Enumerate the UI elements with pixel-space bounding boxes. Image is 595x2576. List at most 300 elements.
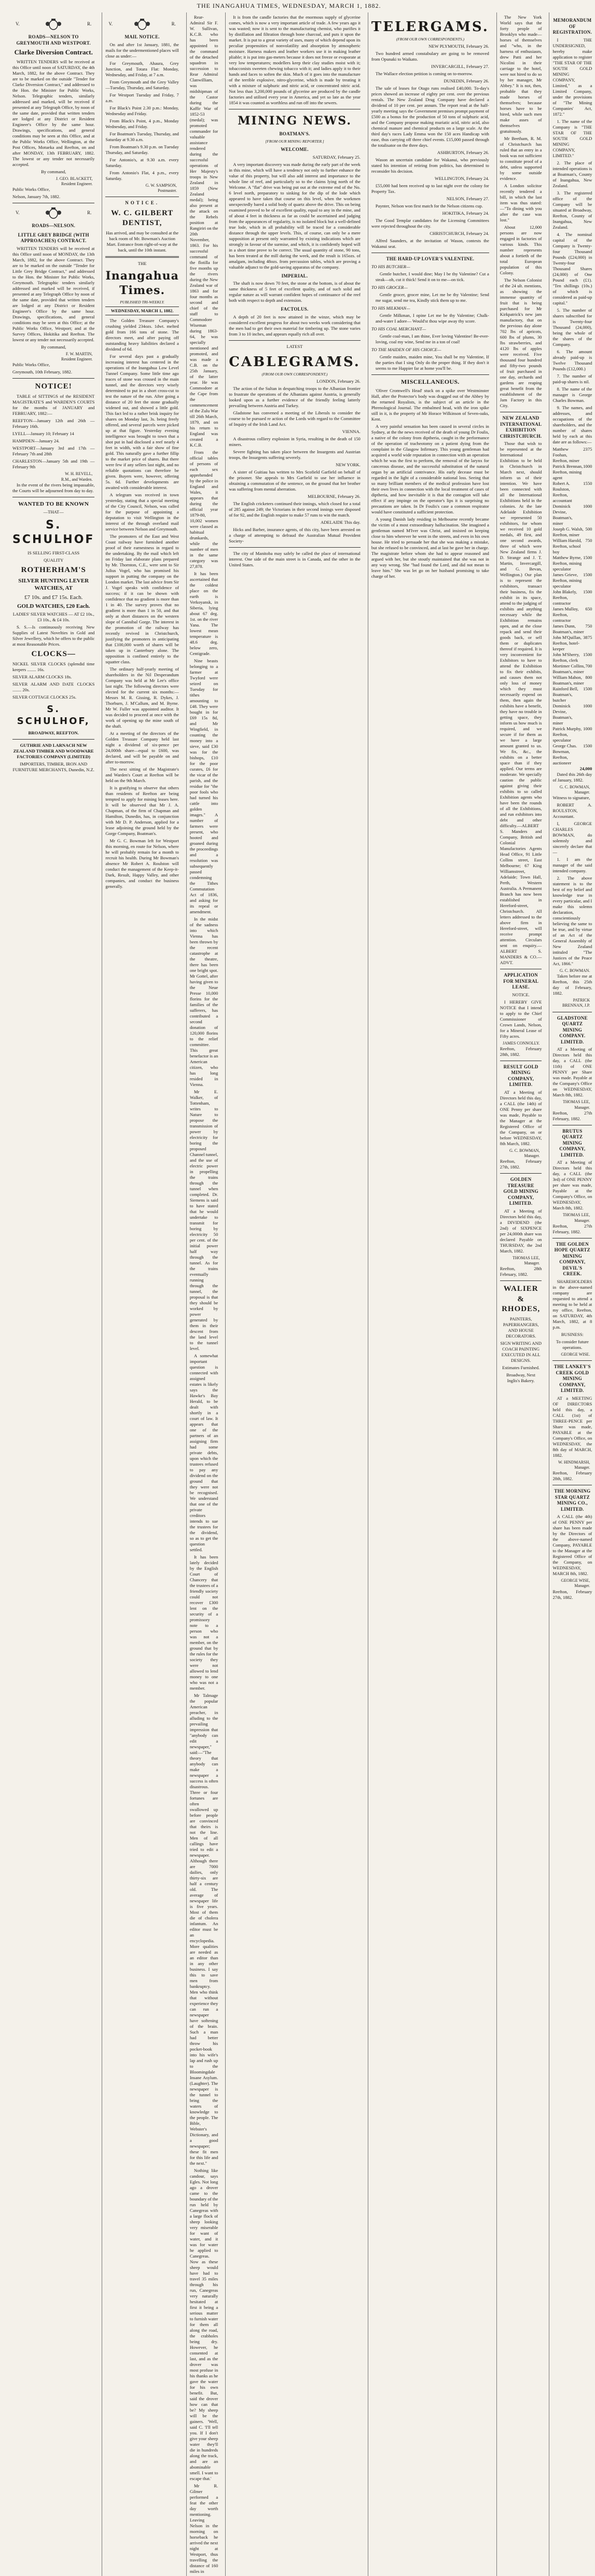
column-6 xyxy=(496,12,545,2576)
valentine-list xyxy=(371,264,489,371)
selling-line: IS SELLING FIRST-CLASS xyxy=(27,550,80,556)
mail-para: For Greymouth, Ahaura, Grey Junction, and Totara Flat: Monday, Wednesday, and Friday, at 7 a.m. xyxy=(105,60,179,77)
news-para: A London solicitor recently tendered a bill, in which the last item was thus stated:—"To dining with you after the case was lost." xyxy=(500,183,542,222)
valentine-recipient: TO HIS BUTCHER— xyxy=(371,264,410,270)
latest-label: LATEST xyxy=(286,343,303,349)
shareholder-name: Rainford Bell, Boatman's, butcher xyxy=(552,686,578,703)
memo-item: 3. The registered office of the Company will be situated at Broadway, Reefton, County of Inangahua, New Zealand. xyxy=(552,190,592,230)
news-para: From the official tables of persons of each sex apprehended by the police in England and Wales, it appears that during the official year 1879-80, 10,002 women were classed as habitual drunkards, while the number of men in the same category was 27,878. xyxy=(189,450,218,569)
news-para: Nine beasts belonging to a farmer at Twyford were seized on Tuesday for tithes amounting to £48. They were bought in for £69 15s 8d, and Mr Wingfield, in counting the money into a sieve, said £30 was for the bishops, £10 for the poor curates, £6 for the vicar of the parish, and the residue for "the poor fools who had turned his cattle into golden images." A number of farmers were present, who hooted and groaned during the proceedings and a resolution was subsequently passed condemning the Tithes Commutation Act of 1836, and asking for its repeal or amendment. xyxy=(189,658,218,914)
coat-of-arms-icon xyxy=(132,18,153,31)
misc-para: 'Oliver Cromwell's Head' stuck on a spike over Westminster Hall, after the Protector's body was dragged out of the Abbey by the returned Royalists, is the subject of an article in the Phrenological Journal. The embalmed head, with the iron spike still in it, is the property of Mr Horace Wilkinson of Seven-oaks, Kent. xyxy=(371,387,489,422)
cable-para: Hicks and Barber, insurance agents, of this city, have been arrested on a charge of attempting to defraud the Australian Mutual Provident Society- xyxy=(229,526,361,544)
column-4 xyxy=(225,12,364,2576)
walier-sign: SIGN WRITING AND COACH PAINTING EXECUTED IN ALL DESIGNS. xyxy=(500,1340,542,1363)
morning-star-heading: THE MORNING STAR QUARTZ MINING CO., LIMITED. xyxy=(554,1488,591,1512)
section-date: MELBOURNE, February 26. xyxy=(308,493,361,499)
ad-body: WRITTEN TENDERS will be received at this Office until noon of MONDAY, the 13th March, 1882, for the above Contract. They are to be marked on the outside "Tender for Little Grey Bridge Contract," and addressed to the Hon. the Minister for Public Works, Greymouth. Telegraphic tenders similarly addressed and marked will be received, if presented at any Telegraph Office by noon of the same date, provided that written tenders are lodged at any District or Resident Engineer's Office by the same hour. Drawings, specifications, and general conditions may be seen at this Office; at the Public Works Office, Westport; and at the Survey Offices, Hokitika and Reefton. The lowest or any tender not necessarily accepted. xyxy=(12,245,95,342)
shareholder-shares: 1500 xyxy=(583,743,592,748)
section-heading: FACTOLUS. xyxy=(281,307,309,312)
valentine-recipient: TO HIS COAL MERCHANT— xyxy=(371,326,426,332)
news-para: Rear-Admiral Sir F. W. Sullivan, K.C.B. who has been appointed to the command of the detached squadron in succession to Rear Admiral Clanwilliam, was midshipman of the Castor during the Kaffir War of 1852-53 (medal); was promoted commander for valuable assistance rendered during the successful operations of Her Majesty's troops in New Zealand in 1859 (New Zealand medal); being also present at the attack on the Rebels position at Rangiriri on the 20th November, 1863. For his successful command of the flotilla for five months up the rivers during the New Zealand war of 1863 and for four months as second and chief of the staff to Commodore Wiseman during 1863-64, he was specially mentioned and promoted, and was made a C.B. on the 25th January, of the latter year. He was Commodore at the Cape from the commencement of the Zulu War till 26th March, 1879, and on his return to England was created a K.C.B. xyxy=(189,15,218,448)
notice-signature-title: R.M., and Warden. xyxy=(61,477,93,482)
news-para: It has been lately decided by the English Court of Chancery that the trustees of a friendly society could not recover £300 lent on the security of a promissory note to a person who was not a member, on the ground that by the rules for the society they were not allowed to lend money to one who was not a member. xyxy=(189,1554,218,1691)
ladies-line: LADIES' SILVER WATCHES — AT £2 10s., £3 10s., & £4 10s. xyxy=(12,611,94,622)
column-5 xyxy=(368,12,492,2576)
notice-heading: NOTICE. xyxy=(125,200,160,205)
lease-body: I HEREBY GIVE NOTICE that I intend to apply to the Chief Commissioner of Crown Lands, Nelson, for a Mineral Lease of Fifty acres. xyxy=(500,999,542,1039)
gold-watches-line: GOLD WATCHES, £20 Each. xyxy=(17,603,90,609)
shareholder-row xyxy=(552,572,592,589)
crest-v: V. xyxy=(16,210,20,216)
shareholder-row xyxy=(552,635,592,652)
schulhof-name: S. SCHULHOF xyxy=(12,518,95,547)
notice-body: TABLE of SITTINGS of the RESIDENT MAGISTRATE'S and WARDEN'S COURTS for the months of JANUARY and FEBRUARY, 1882:— xyxy=(12,394,95,416)
shareholder-row xyxy=(552,663,592,675)
golden-hope-signature: GEORGE WISE. xyxy=(561,1352,590,1357)
memo-item: 2. The place of intended operations is at Boatman's, County of Inangahua, New Zealand. xyxy=(552,160,592,188)
mail-signature: G. W. SAMPSON, xyxy=(145,183,177,188)
ad-signature: F. W. MARTIN, xyxy=(65,351,93,356)
lease-date: Reefton, February 28th, 1882. xyxy=(500,1046,542,1057)
ad-heading: ROADS—NELSON. xyxy=(32,223,76,229)
crest-r: R. xyxy=(171,21,176,27)
crest-v: V. xyxy=(108,21,113,27)
morning-star-signature-title: Manager. xyxy=(574,1583,590,1589)
expo-body: Those that wish to be represented at the International Exhibition to be held in Christchurch in March next, should inform us of their intention. We have been connected with all the International Exhibitions held in the colonies. At the late Adelaide Exhibition we represented 50 exhibitors, for whom we received 10 gold medals, 49 first, and one second awards, three of which were New Zealand firms J. D. Strange and J. T. Martin, Invercargill, and G. Bevan, Wellington.) Our plan is to represent the exhibitors, transact their business, fix the exhibit in its space, attend to the judging of exhibits and anything necessary while the Exhibition remains open, and at the close repack and send their goods back, or sell them or duplicates thereof if required. It is very inconvenient for Exhibitors to have to attend the Exhibition to fix their exhibits, and causes them not only loss of money which they must necessarily expend on them, then again the exhibits have a benefit, they have no trouble in getting space, they inform us how much is required, and we secure if for them as we have a large amount granted to us. We fix, &c., the exhibits on a better space than if they applied. Our terms are moderate. We specially caution the public against giving their exhibits to so called Exhibition agents who have been the rounds of all the Exhibitions, and run exhibitors into debt and other difficulty.—ALBERT S. Manders and Company, British and Colonial Manufactories Agents Head Office, 91 Little Collins street, East Melbourne; 67 King Williamstreet, Adelaide; Town Hall, Perth, Western Australia. A Permanent Branch has now been established in Hereford-street, Christchurch. All letters addressed to the above firm in Hereford-street, will receive prompt attention. Circulars sent on enquiry.—ALBERT S. MANDERS & CO.—ADVT. xyxy=(500,441,542,966)
shareholder-shares: 1000 xyxy=(583,726,592,731)
valentine-verse: Gentle coal-man, I am thine, Ever loving Valentine! Be-ever-loving, coal my wine, Send me in a ton of coal! xyxy=(375,333,489,345)
shareholder-name: Patrick Murphy, Reefton, speculator xyxy=(552,726,582,743)
shareholder-name: Robert A. Roulston, Reefton, accountant xyxy=(552,480,572,503)
telegram-body: Two hundred armed constabulary are going to be removed from Opunaki to Waikato. xyxy=(371,50,489,62)
crest-v: V. xyxy=(16,21,20,27)
shareholder-row xyxy=(552,589,592,606)
valentine-recipient: TO THE MAIDEN OF HIS CHOICE— xyxy=(371,347,441,353)
news-para: Mr Talmage the popular American preacher, in alluding to the prevailing impression that "anybody can edit a newspaper," said:—"The theory that anybody can make a newspaper a success is often disastrous. Three or four fortunes are often swallowed up before people are convinced that theirs is not the line. Men of all callings have tried to edit a newspaper. Although there are 7000 dailies, only thirty-six are half a century old. The average of newspaper life is five years. Most of them die of cholera infantum. An editor must be an encyclopedia. More qualities are needed as an editor than in any other business. I say this to save men from bankruptcy. Men who think that without experience they can run a newspaper have softening of the brain. Such a man had better throw his pocket-book into his wife's lap and rush up to the Bloomingdale Insane Asylum. (Laughter). The newspaper is the tunnel to bring the waters of knowledge to the people. The Bible, Webster's Dictionary, and a good newspaper; these fit men for this life and the next." xyxy=(189,1693,218,2166)
news-para: In the midst of the sadness into which Vienna has been thrown by the recent catastrophe at the theatre, there has been one bright spot. Mr Gottel, after having given to the Neue Presse 10,000 florins for the families of the sufferers, has contributed a second donation of 120,000 florins to the relief committee. This great benefactor is an American citizen, who has long resided in Vienna. xyxy=(189,916,218,1087)
shareholder-shares: 750 xyxy=(585,623,592,629)
sitting-item: LYELL—January 10; February 14 xyxy=(12,431,74,437)
shareholder-shares: 750 xyxy=(585,537,592,543)
mail-para: For Westport Tuesday and Friday, 7 a.m. xyxy=(105,92,179,103)
ad-by: By command, xyxy=(41,344,66,350)
coat-of-arms-icon xyxy=(43,18,64,31)
news-para: Nothing like candour, says Egles. Not long ago a drover came to the boundary of the run held by Canegreas with a large flock of sheep looking very miserable for want of water, and it was for water he applied to Canegreas. Now as these sheep would have had to travel 35 miles through his run, Canegreas very naturally hesitated at first it being a serious matter to furnish water for them all along the road, the crabholes being dry. However, he consented at last, and as the drover was most profuse in his thanks as he gave the water for his own benefit. But, said the drover how can that be? My sheep will be the gainers. 'Well, said C. 'I'll tell you. If I don't give your sheep water they'll die in hundreds along the track, and are an abominable smell. I want to escape that.' xyxy=(189,2168,218,2481)
lever-line: SILVER HUNTING LEVER WATCHES, AT xyxy=(18,578,89,592)
shareholder-shares: 3875 xyxy=(583,634,592,640)
news-para: A somewhat important question is connected with assigned estates is likely says the Hawke's Bay Herald, to be dealt with shortly in a court of law. It appears that one of the partners of an assigning firm had some private debts, upon which the trustees refused to pay any dividend on the ground that they were not be recognised. We understand that one of the private creditors intends to sue the trustees for the dividend, so as to get the question settled. xyxy=(189,1353,218,1552)
walier-body: PAINTERS, PAPERHANGERS, AND HOUSE DECORATORS. xyxy=(503,1316,539,1339)
section-body: A very important discovery was made during the early part of the week in this mine, which will have a tendency not only to further enhance the value of this property, but will also add interest and importance to the whole line of reef, and particularly so to the claims lying north of the Welcome. A "flat" drive was being put out at the extreme end of the No. 6 level north, preparatory to sinking for the dip of the lode which appeared to have taken that course on this level, when the workmen unexpectedly bared a solid body of quartz above the drive. This on being examined proved to be of excellent quality, equal to any in the mine, and of about 4 feet in thickness as far as could be ascertained and judging from the appearances of regularity, is no isolated block but a well-defined true lode, which in all probability will be traced for a considerable distance through the upper levels. This, of course, can only be a mere supposition at present only warranted by existing indications which are strongly in favour of the surmise, and which, it is confidently hoped will in a short time prove to be correct. The usual quantity of stone, 90 tons, has been treated at the mill during the week, and the result is 165ozs. of amalgam, including 48ozs. from percussion tables, which are proving a valuable adjunct to the gold-saving apparatus of the company. xyxy=(229,161,361,270)
cable-para: The English cricketers continued their innings, which closed for a total of 285 against 249; the Victorians in their second innings were disposed of for 92, and the English require to make 57 runs to win the match. xyxy=(229,500,361,518)
telegrams-from: (FROM OUR OWN CORRESPONDENTS.) xyxy=(396,37,464,42)
sittings-list xyxy=(12,418,94,470)
news-para: At a meeting of the directors of the Golden Treasure Company held last night a dividend of six-pence per 24,000th share—equal to £600, was declared, and will be payable on and after to-morrow. xyxy=(105,730,179,764)
valentine-verse: Gentle butcher, I would dine; May I be thy Valentine? Cut a steak—oh, cut it thick! Send it on to me—on tick. xyxy=(375,271,489,283)
mining-subtitle: BOATMAN'S. xyxy=(279,131,310,137)
telegram-list xyxy=(371,44,489,249)
telegram-body: The sale of leases for Otago runs realised £40,000. To-day's prices showed an increase of eighty per cent. over the previous rentals. The New Zealand Drug Company have declared a dividend of 10 per cent. per annum. The report read at the half-yearly meeting says the Government premises prompt payment of £500 as a bonus for the production of 50 tons of sulphuric acid, and the Company propose making muriatic acid, nitric acid, also chemical manure and chemical products on a large scale. At the third day's races Lady Emma won the 150 aces Handicap with ease, thus carrying off three chief events. £15,000 passed through the totalisator on the three days. xyxy=(371,85,489,148)
result-date: Reefton, February 27th, 1882. xyxy=(500,1159,542,1170)
shareholder-row xyxy=(552,555,592,572)
shareholder-shares: 1500 xyxy=(583,651,592,657)
dentist-body: Has arrived, and may be consulted at the back room of Mr. Bowman's Auction Mart. Entrance from right-of-way at the back, until the 10th instant. xyxy=(106,230,179,253)
mail-signature-title: Postmaster. xyxy=(158,188,177,193)
clock-item: SILVER ALARM AND DATE CLOCKS ........ 20s. xyxy=(12,681,95,692)
telegram-dateline: INVERCARGILL, February 27. xyxy=(431,63,489,69)
shareholder-name: Joseph G. Walsh, Reefton, miner xyxy=(552,526,584,537)
coat-of-arms-icon xyxy=(43,206,64,220)
mining-from: [FROM OUR MINING REPORTER.] xyxy=(265,138,324,144)
shareholder-row xyxy=(552,526,592,538)
memo-item: 1. The name of the Company is "THE STAR OF THE SOUTH GOLD MINING COMPANY, LIMITED." xyxy=(552,118,592,158)
ad-office: Public Works Office, xyxy=(12,187,50,192)
sitting-item: REEFTON—January 12th and 26th —February 16th. xyxy=(12,418,95,429)
shareholder-shares: 1000 xyxy=(583,703,592,708)
walier-estimates: Estimates Furnished. xyxy=(502,1364,540,1370)
golden-hope-body: SHAREHOLDERS in the above-named company are requested to attend a meeting to be held at my office, Reefton, on SATURDAY, 4th March, 1882, at 8 p.m. xyxy=(552,1278,592,1330)
result-signature: G. C. BOWMAN, xyxy=(509,1148,540,1153)
ad-date: Greymouth, 10th February, 1882. xyxy=(12,369,72,375)
cable-para: A sister of Guitiau has written to Mrs Scofield Garfield on behalf of the prisoner. She appeals to Mrs Garfield to use her influence in obtaining a commutation of the sentence, on the ground that her brother was suffering from mental aberration. xyxy=(229,469,361,492)
shareholder-row xyxy=(552,447,592,464)
memo-dated: Dated this 26th day of January, 1882. xyxy=(552,771,592,783)
shareholder-list xyxy=(552,447,592,766)
result-body: AT a Meeting of Directors held this day, a CALL (the 14th) of ONE Penny per share was made, Payable to the Manager at the Registered Office of the Company, on or before WEDNESDAY, 8th March, 1882. xyxy=(500,1089,542,1146)
royal-crest xyxy=(16,18,91,31)
declaration-item: 2. The above statement is to the best of my belief and knowledge true in every particular, and I make this solemn declaration, conscientiously believing the same to be true, and by virtue of an Act of the General Assembly of New Zealand intituled "The Justices of the Peace Act, 1866." xyxy=(552,875,592,967)
lease-notice: NOTICE. xyxy=(512,992,530,997)
mail-para: From Black's Point, 4 p.m., Monday Wednesday, and Friday. xyxy=(105,118,179,129)
lankeys-heading: THE LANKEY'S CREEK GOLD MINING COMPANY, LIMITED. xyxy=(554,1364,591,1394)
gt-signature: THOMAS LEE, xyxy=(513,1255,540,1260)
telegram-dateline: HOKITIKA, February 24. xyxy=(442,210,489,216)
news-para: For several days past a gradually increasing interest has centered in the operations of the Inangahua Low Level Tunnel Company. Some little time ago traces of stone was crossed in the main tunnel, and the directors very wisely determined to put in a short cross-cut to test the nature of the run. After going a distance of 20 feet the stone gradually widened out, and showed a little gold. This fact led to a rather brisk inquiry for shares on Monday last, 3s. being freely offered, and several parcels were picked up at that figure. Yesterday evening intelligence was brought to town that a shot put in had disclosed a reef nearly 4 feet in width, with a fair show of fine gold. This naturally gave a further fillip to the market price of shares. But there were few if any sellers last night, and no reliable quotations can therefore be given. Buyers were, however, offering 5s. 6d. Further developments are awaited with considerable interest. xyxy=(105,353,179,490)
shareholder-name: James Mulloy, Reefton, contractor xyxy=(552,606,579,623)
shareholder-shares: 2375 xyxy=(583,446,592,452)
section-date: LONDON, February 26. xyxy=(316,378,361,384)
section-date: SATURDAY, February 25. xyxy=(312,154,361,160)
telegram-dateline: WELLINGTON, February 24. xyxy=(434,175,489,181)
shareholder-row xyxy=(552,726,592,743)
news-para: Mr R. Gilmer performed a feat the other day worth mentioning. Leaving Nelson in the morning on horseback he arrived the next night at Westport, thus travelling the distance of 160 miles in xyxy=(189,2483,218,2574)
royal-crest xyxy=(16,206,91,220)
dentist-heading: W. C. GILBERT DENTIST, xyxy=(110,208,174,227)
lankeys-body: AT a MEETING OF DIRECTORS held this day, a CALL (1st) of THREE-PENCE per Share was made, PAYABLE at the Company's Office, on WEDNESDAY, the 8th day of MARCH, 1882. xyxy=(552,1395,592,1458)
masthead: THE INANGAHUA TIMES, WEDNESDAY, MARCH 1, 1882. xyxy=(197,2,381,9)
shareholder-shares: 1500 xyxy=(583,589,592,594)
schulhof-name-2: S. SCHULHOF, xyxy=(17,703,90,727)
news-para: It is from the candle factories that the enormous supply of glycerine comes, which is now a very important article of trade. A few years ago it was wasted; now it is sent to the manufacturing chemist, who purifies it by distillation and filtration through bone charcoal, and puts it upon the market. It is put to a great variety of uses, many of which depend upon its peculiar propensities of nonvolatility and absorption by atmospheric moisture. Harness makers and leather workers use it in making leather pliable; it is put into gas-meters because it does not freeze or evaporate at very low temperatures; modellers keep their clay studies moist with it; tobacconists sweeten chewing tobacco with it; and ladies apply it to their hands and faces to soften the skin. Much of it goes into the manufacture of the terrible explosive, nitro-glycerine, which is made by treating it with a mixture of sulphuric and nitric acid, or concentrated nitric acid. Not less than 3,200,000 pounds of glycerine are produced by the candle factories and utilised every year in America, and yet so late as the year 1854 it was counted as worthless and run off into the sewers. xyxy=(229,15,361,105)
cable-para: A disastrous colliery explosion in Syria, resulting in the death of 150 miners. xyxy=(229,436,361,447)
news-para: Mr G. C. Bowman left for Westport this morning, en route for Nelson, where he will probably remain for a month to recruit his health. During Mr Bowman's absence Mr Robert A. Roulston will conduct the management of the Keep-it-Dark, Result, Happy Valley, and other companies, and conduct the business generally. xyxy=(105,838,179,889)
news-para: The New York World says that the forty people of Brooklyn who made—horses of themselves and "who, in the harness of enthusiasm, drew Patti and her Nicolini in their carriage to the hotel, were not hired to do so by her manager, Mr Abbey." It is not, then, probable that they made horses of themselves; because horses have to be hired, while such men make asses of themselves gratuitously. xyxy=(500,15,542,134)
lankeys-signature: W. HINDMARSH, xyxy=(558,1459,590,1465)
shareholder-row xyxy=(552,504,592,526)
shareholder-name: Dominick Devine, Boatman's, miner xyxy=(552,503,573,526)
cable-para: The action of the Sultan in despatching troops to the Albanian frontier to frustrate the operations of the Albanians against Austria, is generally looked upon as a further evidence of the friendly feeling latterly prevailing between Austria and Turkey. xyxy=(229,385,361,408)
shareholder-name: Mortimer Collins, Boatman's, miner xyxy=(552,663,585,674)
mail-para: For Boatman's Tuesday, Thursday, and Saturday at 9.30 a.m. xyxy=(105,131,179,142)
gt-signature-title: Manager. xyxy=(524,1261,540,1266)
cable-para: Severe fighting has taken place between the Insurgents and Austrian troops, the Insurgents suffering severely. xyxy=(229,449,361,460)
shareholder-name: John M'Sherry, Reefton, clerk xyxy=(552,651,580,663)
shareholder-shares: 1500 xyxy=(583,554,592,560)
ad-heading: ROADS—NELSON TO GREYMOUTH AND WESTPORT. xyxy=(16,34,91,46)
shareholder-name: John M'Quillan, Reefton, hotel-keeper xyxy=(552,634,582,651)
gladstone-signature: THOMAS LEE, xyxy=(562,1099,590,1105)
paper-the: THE xyxy=(137,260,147,266)
shareholder-shares: 500 xyxy=(585,526,592,532)
memo-item: 7. The number of paid-up shares is nil. xyxy=(552,373,592,384)
shareholder-name: William Mahon, Boatman's, miner xyxy=(552,674,584,686)
ad-office: Public Works Office, xyxy=(12,362,50,368)
column-2 xyxy=(102,12,182,2576)
shareholder-row xyxy=(552,464,592,481)
shareholder-shares: 1000 xyxy=(583,503,592,509)
mail-para: On and after 1st January, 1881, the mails for the undermentioned places will close as under:— xyxy=(105,41,179,59)
shareholder-row xyxy=(552,652,592,663)
news-para: The Golden Treasure Company's crushing yielded 234ozs. 1dwt. melted gold from 166 tons of stone. The directors meet, and after paying off outstanding heavy liabilities declared a dividend of 6d. xyxy=(105,317,179,352)
ad-title: Clarke Diversion Contract. xyxy=(14,48,93,57)
telegram-body: Alfred Saunders, at the invitation of Wason, contests the Wakanui seat. xyxy=(371,238,489,249)
gt-body: AT a Meeting of Directors held this day, a DIVIDEND (the 2nd) of SIXPENCE per 24,000th share was declared Payable on THURSDAY, the 2nd March, 1882. xyxy=(500,1208,542,1254)
memo-signature-title: Manager. xyxy=(574,789,590,795)
clock-item: NICKEL SILVER CLOCKS (splendid time keepers ........ 16s. xyxy=(12,661,95,672)
that-line: —THAT— xyxy=(43,509,64,514)
price-line: £7 10s. and £7 15s. Each. xyxy=(24,594,83,601)
declaration: I, GEORGE CHARLES BOWMAN, do solemnly and sincerely declare that— xyxy=(552,821,592,855)
gladstone-body: AT a Meeting of Directors held this day, a CALL (the 11th) of ONE PENNY per Share was made. Payable at the Company's Office on WEDNESDAY, March 8th, 1882. xyxy=(552,1047,592,1098)
shareholder-name: Matthew Byrne, Reefton, mining speculator xyxy=(552,554,582,572)
declaration-taken: Taken before me at Reefton, this 25th day of February, 1882. xyxy=(552,973,592,996)
cablegrams-title: CABLEGRAMS. xyxy=(229,354,361,370)
shareholder-row xyxy=(552,675,592,686)
ad-date: Nelson, January 7th, 1882. xyxy=(12,194,61,200)
cable-from: (FROM OUR OWN CORRESPONDENT.) xyxy=(261,372,328,377)
valentine-recipient: TO HIS MILKMAN— xyxy=(371,305,410,311)
section-heading: IMPERIAL. xyxy=(281,273,308,279)
shareholder-name: George Chas. Bowman, Reefton, auctioneer xyxy=(552,743,577,765)
result-signature-title: Manager. xyxy=(524,1153,540,1159)
shareholder-shares: 1500 xyxy=(583,572,592,577)
mail-para: From Antonio's Flat, 4 p.m., every Saturday. xyxy=(105,170,179,181)
shareholder-row xyxy=(552,538,592,555)
paper-date: WEDNESDAY, MARCH 1, 1882. xyxy=(105,307,178,315)
ad-signature-title: Resident Engineer. xyxy=(61,356,93,361)
valentine-heading: THE HARD-UP LOVER'S VALENTINE. xyxy=(386,256,475,261)
misc-heading: MISCELLANEOUS. xyxy=(401,378,460,386)
sitting-item: HAMPDEN—January 24. xyxy=(12,438,60,444)
telegram-body: £55,000 had been received up to last night over the colony for Property Tax. xyxy=(371,183,489,194)
mail-para: From Greymouth and the Grey Valley—Tuesday, Thursday, and Saturday. xyxy=(105,79,179,90)
crest-r: R. xyxy=(87,210,92,216)
valentine-verse: Gentle grocer, grocer mine, Let me be thy Valentine; Send me sugar, send me tea, Kindly stick them up to me. xyxy=(375,292,489,303)
mail-notice-title: MAIL NOTICE. xyxy=(124,34,160,39)
telegram-body: The Wallace election petition is coming on to-morrow. xyxy=(375,71,473,76)
golden-hope-business: BUSINESS: xyxy=(561,1331,584,1337)
section-body: A depth of 20 feet is now attained in the winze, which may be considered excellent progress for about two weeks work considering that the men had to get their own material for timbering up. The stone varies from 3 to 10 inches, and appears equally rich all over. xyxy=(229,314,361,337)
ad-body: WRITTEN TENDERS will be received at this Office until noon of SATURDAY, the 4th March, 1882, for the above Contract. They are to be marked on the outside "Tender for Clarke Diversion Contract," and addressed to the Hon. the Minister for Public Works, Nelson. Telegraphic tenders, similarly addressed and marked, will be received if presented at any Telegraph Office, by noon of the same date, provided that written tenders are lodged at any District or Resident Engineer's Office by the same hour. Drawings, specifications, and general conditions may be seen at this Office, and at the Public Works Office, Wellington, at the Post Offices, Motueka and Reefton, on and after MONDAY, 13th FEBRUARY, 1882. The lowest or any tender not necessarily accepted. xyxy=(12,59,95,167)
gladstone-heading: GLADSTONE QUARTZ MINING COMPANY. LIMITED. xyxy=(557,1015,588,1045)
telegram-body: Wason an uncertain candidate for Wakanui, who previously stated his intention of retiring from politics, has determined to reconsider his decision. xyxy=(371,157,489,174)
news-para: Mr Beetham, R. M. of Christchurch has ruled that an entry in a book was not sufficient to constitute proof of a debt, unless supported by some outside evidence. xyxy=(500,136,542,181)
telegram-dateline: ASHBURTON, February 26. xyxy=(437,149,489,155)
shareholder-shares: 1000 xyxy=(583,463,592,469)
gladstone-signature-title: Manager. xyxy=(574,1105,590,1110)
shareholder-name: Matthew Foohan, Reefton, miner xyxy=(552,446,580,463)
shareholder-name: Patrick Brennan, Reefton, mining agent xyxy=(552,463,583,480)
telegram-dateline: CHRISTCHURCH, February 24. xyxy=(430,230,489,236)
ad-by: By command, xyxy=(41,169,66,174)
brutus-body: AT a Meeting of Directors held this day, a CALL (the 3rd) of ONE PENNY per share was made, Payable at the Company's Office, on WEDNESDAY, March 8th, 1882. xyxy=(552,1160,592,1211)
section-date: VIENNA. xyxy=(342,428,361,434)
shareholder-name: John Blakely, Reefton, contractor xyxy=(552,589,577,606)
news-para: The promoters of the East and West Coast railway have furnished another proof of their earnestness in regard to the undertaking. By the mail which left on Friday last elaborate plans prepared by Mr. Thornton, C.E., were sent to Sir Julius Vogel, who has promised his support in putting the company on the London market. The last advice from Sir J. Vogel speaks with confidence of success; if it can be shown with confidence that no gradient is more than 1 in 40. The survey proves that no gradient is more than 1 in 50, and that only at short distances on the western slope of Cannibal Gorge. The interest in the promotion of the railway has recently revived in Christchurch, justifying the promoters in anticipating that £100,000 worth of shares will be taken up in Canterbury alone. The opposition is confined entirely to the squatter class. xyxy=(105,533,179,664)
memo-item: 6. The amount already paid-up is Twelve Thousand Pounds (£12,000.) xyxy=(552,349,592,371)
shareholder-shares: 1500 xyxy=(583,686,592,691)
holders-total xyxy=(552,766,592,772)
telegrams-title: TELERGAMS. xyxy=(371,19,489,35)
ad-title: LITTLE GREY BRIDGE (WITH APPROACHES) CONTRACT. xyxy=(18,232,89,244)
telegram-body: Paynter, Nelson won first match for the Nelson citizens cup. xyxy=(375,203,483,208)
sitting-item: CHARLESTON—January 5th and 19th —February 9th xyxy=(12,458,95,470)
lease-signature: JAMES CONNOLLY. xyxy=(502,1040,540,1046)
memo-item: 5. The number of shares subscribed for is Twenty-four Thousand (24,000), being the whole of the shares of the Company. xyxy=(552,307,592,347)
shareholder-name: James Grieve, Reefton, mining speculator xyxy=(552,572,582,589)
news-para: The city of Manitoba may safely be called the place of international interest. One side of the main street is in Canada, and the other in the United States. xyxy=(229,550,361,567)
telegram-dateline: NEW PLYMOUTH, February 26. xyxy=(428,43,489,49)
gt-date: Reefton, 28th February, 1882. xyxy=(500,1266,542,1277)
holders-total-value: 24,000 xyxy=(579,765,592,771)
brutus-date: Reefton, 27th February, 1882. xyxy=(552,1223,592,1234)
news-para: The next sitting of the Magistrate's and Warden's Court at Reefton will be held on the 9th March. xyxy=(105,766,179,783)
shareholder-row xyxy=(552,623,592,635)
column-1 xyxy=(9,12,98,2576)
newspaper-columns xyxy=(9,12,592,2574)
shareholder-row xyxy=(552,606,592,623)
gt-heading: GOLDEN TREASURE GOLD MINING COMPANY, LIMITED. xyxy=(503,1177,538,1206)
shareholder-shares: 1550 xyxy=(583,480,592,486)
broadway-line: BROADWAY, REEFTON. xyxy=(28,730,79,735)
memo-heading: MEMORANDUM OF REGISTRATION. xyxy=(552,18,592,35)
memo-item: 9. The names, and addresses, and occupations of the shareholders, and the number of shares held by each at this date are as follows:— xyxy=(552,405,592,444)
brutus-signature: THOMAS LEE, xyxy=(562,1213,590,1218)
news-para: About 12,000 persons are now engaged in factories of various kinds. This number represents about a fortieth of the total European population of this Colony. xyxy=(500,225,542,275)
section-date: ADELAIDE This day. xyxy=(321,519,361,525)
lankeys-signature-title: Manager. xyxy=(574,1465,590,1470)
paper-name: Inangahua Times. xyxy=(105,269,179,298)
memo-signature: G. C. BOWMAN, xyxy=(559,784,590,789)
rotherham-line: ROTHERHAM'S xyxy=(21,566,86,575)
wanted-heading: WANTED TO BE KNOWN xyxy=(18,500,89,507)
sitting-item: WESTPORT—January 3rd and 17th —February 7th and 28th xyxy=(12,445,95,457)
news-para: A telegram was received in town yesterday, stating that a special meeting of the City Council, Nelson, was called for the purpose of appointing a deputation to visit Wellington in the interest of the through overland mail service between Nelson and Greymouth. xyxy=(105,492,179,532)
news-para: Mr E. Walker, of Tottenham, writes to Nature to propose the transmission of power by electricity for boring the proposed Channel tunnel, and the use of electric power in propelling the trains through the tunnel when completed. Dr. Siemens is said to have stated that he would undertake to transmit for boring by electricity 50 per cent. of the initial power half way through the tunnel. As for the trains eventually running through the tunnel, the proposal is that they should be worked by power generated by them in their descent from the land level to the tunnel level. xyxy=(189,1089,218,1351)
notice-title: NOTICE! xyxy=(35,382,72,391)
telegram-dateline: NELSON, February 27. xyxy=(446,196,489,201)
column-3 xyxy=(186,12,221,2576)
brutus-heading: BRUTUS QUARTZ MINING COMPANY, LIMITED. xyxy=(559,1128,586,1158)
shareholder-shares: 650 xyxy=(585,606,592,611)
news-para: It has been ascertained that the coldest place on the earth is Verkoyansk, in Siberia, lying about 67 deg. 1st. on the river Yana. The lowest mean temperature is 48.6 deg. below zero, Centigrade. xyxy=(189,571,218,656)
news-para: The Nelson Colonist of the 24 ult. mentions, as showing the immense quantity of fruit that is being purchased for Mr Kirkpatrick's new jam manufactory, that on the previous day alone 702 lbs of apricots, 600 lbs of plums, 30 lbs strawberries, and 4120 lbs of apples were received. Five thousand four hundred and fifty-two pounds of fruit purchased in one day, orchards and gardens are reaping great benefit from the establishment of the Jam Factory in this City. xyxy=(500,277,542,408)
brutus-signature-title: Manager. xyxy=(574,1218,590,1223)
shareholder-row xyxy=(552,686,592,703)
section-heading: WELCOME. xyxy=(281,147,309,152)
golden-hope-heading: THE GOLDEN HOPE QUARTZ MINING COMPANY, DEVIL'S CREEK. xyxy=(554,1241,590,1277)
golden-hope-business-2: To consider future operations. xyxy=(556,1339,589,1350)
shareholder-name: William Harold, Reefton, school boy xyxy=(552,537,582,554)
declaration-jp: PATRICK BRENNAN, J.P. xyxy=(562,998,590,1008)
shareholder-name: James Dunn, Boatman's, miner xyxy=(552,623,584,634)
lankeys-date: Reefton, February 28th, 1882. xyxy=(552,1470,592,1482)
news-para: The ordinary half-yearly meeting of shareholders in the Nil Desperandum Company was held at Mr Lee's office last night. The following directors were elected for the current six months:—Messrs M. R. Gissing, R. Dykes, J. Thorburn, J. M'Callum, and M. Byrne. Mr W. Fuller was appointed auditor. It was decided to proceed at once with the work of opening up the mine south of the shaft. xyxy=(105,666,179,729)
result-heading: RESULT GOLD MINING COMPANY, LIMITED. xyxy=(503,1064,538,1088)
memo-body: I THE UNDERSIGNED, hereby make application to register "THE STAR OF THE SOUTH GOLD MINING COMPANY, Limited," as a Limited Company, under the provisions of "The Mining Companies' Act, 1872." xyxy=(552,37,592,117)
morning-star-date: Reefton, February 27th, 1882. xyxy=(552,1589,592,1600)
mining-news-title: MINING NEWS. xyxy=(238,114,352,128)
valentine-verse: Gentle maiden, maiden mine, You shall be my Valentine, If the parties that I sing Only do the proper thing. If they don't it seems to me Happier far at home you'll be. xyxy=(375,354,489,371)
clock-item: SILVER ALARM CLOCKS 18s. xyxy=(12,674,72,679)
notice-signature: W. H. REVELL, xyxy=(65,471,93,477)
quality-line: QUALITY xyxy=(44,558,64,563)
memo-witness-name: ROBERT A. ROULSTON, Accountant. xyxy=(552,802,592,819)
guthrie-ad-2: IMPORTERS, TIMBER, IRON AND FURNITURE MERCHANTS, Dunedin, N.Z. xyxy=(12,761,94,772)
telegram-body: The Good Templar candidates for the Licensing Committees were rejected throughout the city. xyxy=(371,217,489,229)
mail-para: From Boatman's 9.30 p.m. on Tuesday Thursday, and Saturday. xyxy=(105,144,179,155)
guthrie-ad: GUTHRIE AND LARNACH NEW ZEALAND TIMBER AND WOODWARE FACTORIES COMPANY (LIMITED) xyxy=(13,742,94,759)
royal-crest xyxy=(108,18,175,31)
section-body: The shaft is now down 70 feet, the stone at the bottom, is of about the same thickness of 5 feet of excellent quality, and of such solid and regular nature as will warrant confident hopes of continuance of the reef both with respect to depth and extension. xyxy=(229,281,361,303)
ad-signature-title: Resident Engineer. xyxy=(61,181,93,186)
memo-witness: Witness to signature, xyxy=(552,795,590,801)
walier-address: Broadway, Next Inglis's Bakery. xyxy=(506,1372,536,1383)
novelties-line: S. S.—Is continuously receiving New Supplies of Latest Novelties in Gold and Silver Jewellery, which he offers to the public at most Reasonable Prices. xyxy=(12,624,95,647)
misc-para: A very painful sensation has been caused in several circles in Sydney, at the the news received of the death of young Dr Foulis, a native of the colony from diptheria, caught in the performance of the operation of tracheotomy on a patient dying from the complaint in the Glasgow Infirmary. This young gentleman had acquired a world wide reputation in connection with an operation which he was the first to perform, the removal of the larynx for cancerous disease, and the successful substitution of the natural organ by an artificial contrivance. His early decease must be regarded in the light of a considerable national loss. Seeing that so many brilliant members of the medical profession have lost their own lives in connection with the local treatment of cases of diptheria, and how inevitable it is that the contagion will take effect if any impinge on the operator's lips it is surprising no precautions are taken. In Dr Foulis's case a common respirator would have constituted a sufficient protection. xyxy=(371,423,489,514)
memo-item: 8. The name of the manager is George Charles Bowman. xyxy=(552,386,592,403)
morning-star-signature: GEORGE WISE, xyxy=(561,1578,590,1583)
cable-para: Gladstone has convened a meeting of the Liberals to consider the course to be pursued re action of the Lords with regard to the Committee of Inquiry of the Irish Land Act. xyxy=(229,410,361,427)
crest-r: R. xyxy=(87,21,92,27)
shareholder-name: Dominick Devine, Boatman's, miner xyxy=(552,703,573,726)
shareholder-row xyxy=(552,703,592,726)
paper-published: PUBLISHED TRI-WEEKLY. xyxy=(120,300,165,305)
walier-name: WALIER & RHODES, xyxy=(502,1285,541,1313)
morning-star-body: A CALL (the 4th) of ONE PENNY per share has been made by the Directors of the above-named Company, PAYABLE to the Manager at the Registered Office of the Company, on WEDNESDAY, MARCH 8th, 1882. xyxy=(552,1514,592,1577)
column-7 xyxy=(549,12,595,2576)
clock-item: SILVER COTTAGE CLOCKS 25s. xyxy=(12,694,77,700)
shareholder-shares: 800 xyxy=(585,674,592,680)
declaration-signature: G. C. BOWMAN. xyxy=(559,968,590,973)
clocks-heading: CLOCKS— xyxy=(31,649,76,658)
mail-para: For Antonio's, at 9.30 a.m. every Saturday. xyxy=(105,157,179,168)
ad-signature: J. GEO. BLACKETT, xyxy=(56,176,93,181)
mail-para: For Black's Point 2.30 p.m.: Monday, Wednesday and Friday. xyxy=(105,105,179,116)
memo-item: 4. The nominal capital of the Company is Twenty-four Thousand Pounds (£24,000) in Twenty-four Thousand Shares (24,000) of One Pound each (£1). "Ten shillings (10s.) of which is considered as paid-up capital." xyxy=(552,231,592,305)
telegram-dateline: DUNEDIN, February 26. xyxy=(444,78,489,83)
shareholder-shares: 700 xyxy=(585,663,592,669)
misc-para: A young Danish lady residing in Melbourne recently became the victim of a most extraordinary hallucination. She imagined a gentleman named M'Iver was Christ, and insisted on keeping close to him wherever he went in the streets, and even in his own house. He tried to persuade her that she was making a mistake, but she refused to be convinced, and at last he gave her in charge. The magistrate before whom she had to appear reasoned and argued with her, but she stoutly maintained that she was not in any way wrong. She "had found the Lord, and did not mean to leave him." She was let go on her husband promising to take charge of her. xyxy=(371,516,489,579)
valentine-recipient: TO HIS GROCER— xyxy=(371,285,408,290)
expo-heading: NEW ZEALAND INTERNATIONAL EXHIBITION CHRISTCHURCH. xyxy=(500,415,542,439)
shareholder-row xyxy=(552,743,592,766)
lease-heading: APPLICATION FOR MINERAL LEASE. xyxy=(503,972,539,990)
news-para: It is gratifying to observe that others than residents of Reefton are being tempted to apply for mining leases here. It will be observed that Mr J. A. Chapman, of the firm of Chapman and Hamilton, Dunedin, has, in conjunction with Mr D. P. Anderson, applied for a lease adjoining the ground held by the Gorge Company, Boatman's. xyxy=(105,785,179,836)
section-date: NEW YORK. xyxy=(336,462,361,467)
notice-footnote: In the event of the rivers being impassable, the Courts will be adjourned from day to day. xyxy=(12,482,95,493)
